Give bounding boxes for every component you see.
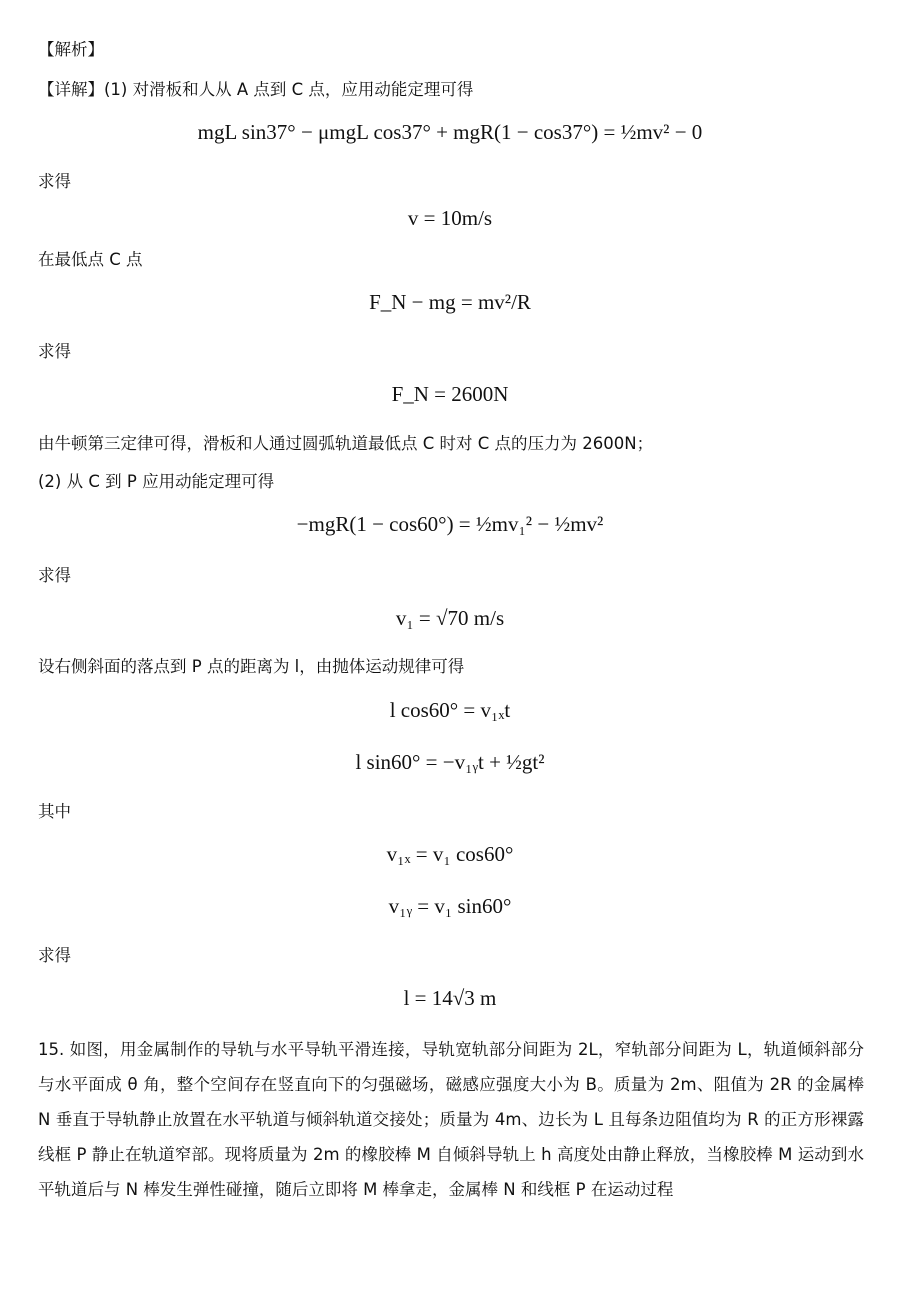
equation-8: l sin60° = −v₁ᵧt + ½gt² — [355, 750, 545, 774]
equation-10: v₁ᵧ = v₁ sin60° — [388, 894, 512, 918]
lowest-point-line: 在最低点 C 点 — [38, 250, 143, 269]
equation-2: v = 10m/s — [407, 206, 493, 230]
equation-1: mgL sin37° − μmgL cos37° + mgR(1 − cos37°) = ½mv² − 0 — [197, 120, 703, 144]
section-label: 【解析】 — [38, 40, 104, 59]
where-label: 其中 — [38, 802, 71, 821]
newton-third-law-line: 由牛顿第三定律可得，滑板和人通过圆弧轨道最低点 C 时对 C 点的压力为 2600N； — [38, 434, 654, 453]
part-2-line: (2) 从 C 到 P 应用动能定理可得 — [38, 472, 275, 491]
result-label-1: 求得 — [38, 172, 71, 191]
equation-9: v₁ₓ = v₁ cos60° — [386, 842, 514, 866]
equation-3: F_N − mg = mv²/R — [369, 290, 531, 314]
equation-5: −mgR(1 − cos60°) = ½mv₁² − ½mv² — [296, 512, 604, 536]
landing-point-line: 设右侧斜面的落点到 P 点的距离为 l，由抛体运动规律可得 — [38, 657, 465, 676]
detail-line: 【详解】(1) 对滑板和人从 A 点到 C 点，应用动能定理可得 — [38, 80, 474, 99]
equation-6: v₁ = √70 m/s — [395, 606, 505, 630]
result-label-3: 求得 — [38, 566, 71, 585]
equation-7: l cos60° = v₁ₓt — [389, 698, 511, 722]
result-label-4: 求得 — [38, 946, 71, 965]
equation-11: l = 14√3 m — [403, 986, 497, 1010]
equation-4: F_N = 2600N — [391, 382, 509, 406]
result-label-2: 求得 — [38, 342, 71, 361]
problem-15-text: 15. 如图，用金属制作的导轨与水平导轨平滑连接，导轨宽轨部分间距为 2L，窄轨部分间距为 L，轨道倾斜部分与水平面成 θ 角，整个空间存在竖直向下的匀强磁场，磁感应强度大小为 B。质量为 2m、阻值为 2R 的金属棒 N 垂直于导轨静止放置在水平轨道与倾斜轨道交接处；质量为 4m、边长为 L 且每条边阻值均为 R 的正方形裸露线框 P 静止在轨道窄部。现将质量为 2m 的橡胶棒 M 自倾斜导轨上 h 高度处由静止释放，当橡胶棒 M 运动到水平轨道后与 N 棒发生弹性碰撞，随后立即将 M 棒拿走，金属棒 N 和线框 P 在运动过程 — [38, 1040, 864, 1199]
